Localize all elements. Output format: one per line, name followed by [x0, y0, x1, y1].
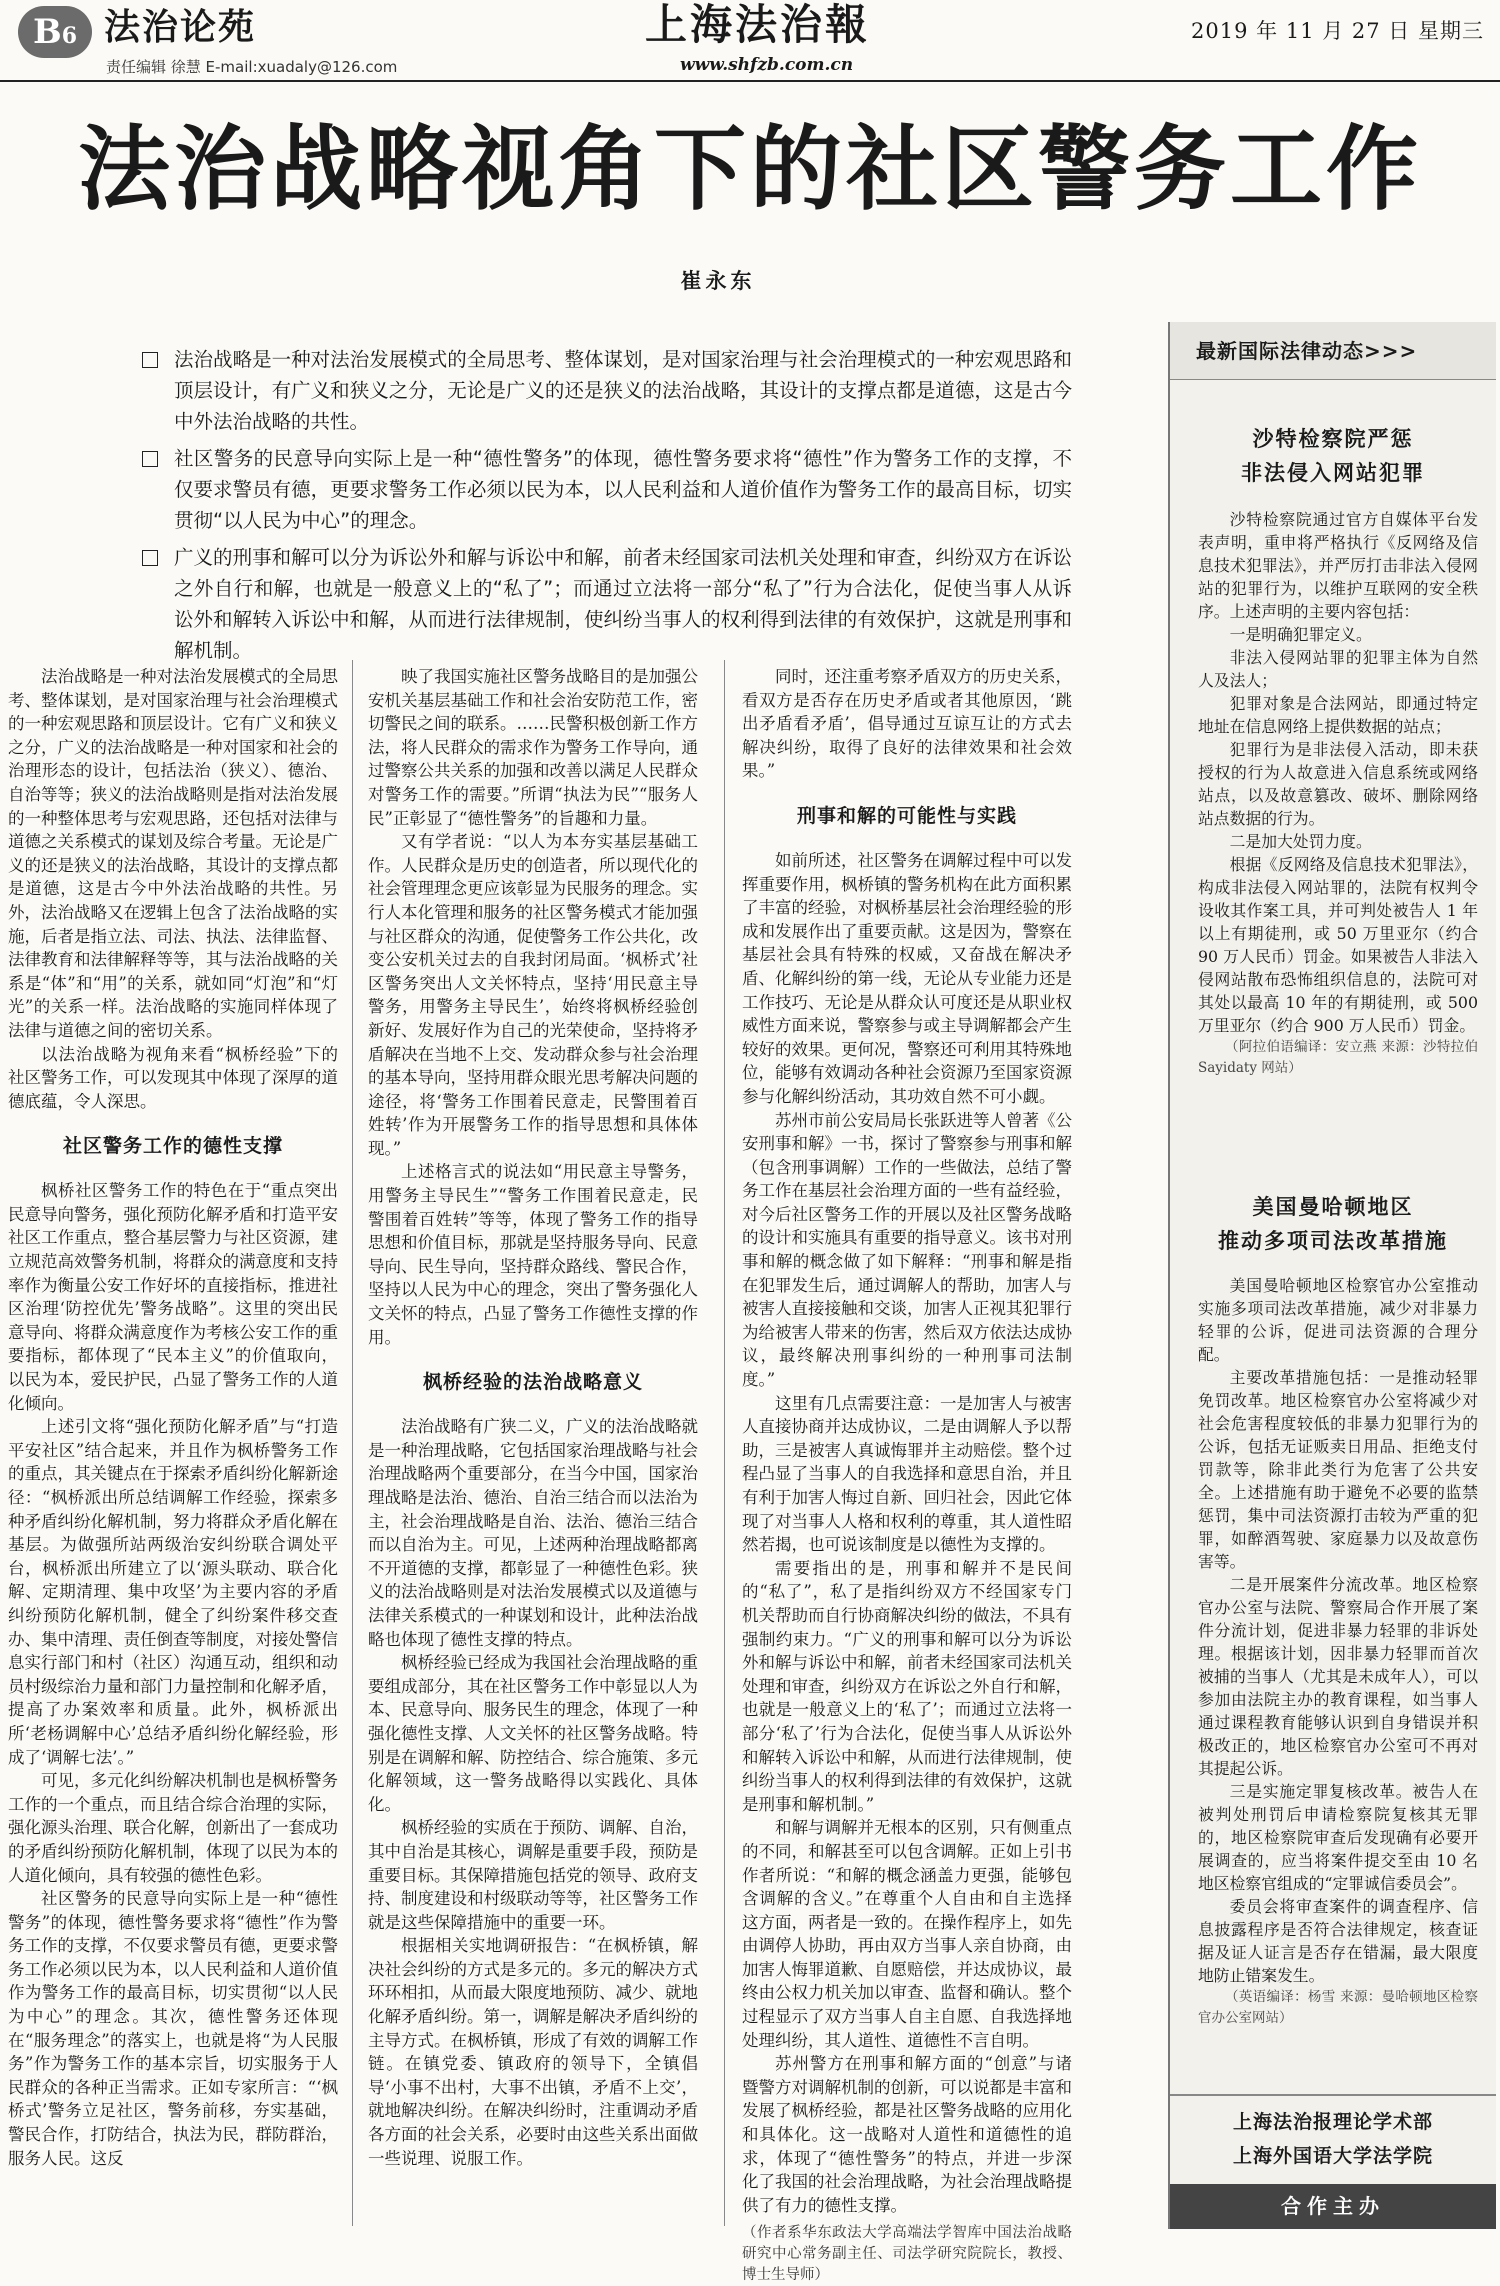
paragraph: 法治战略有广狭二义，广义的法治战略就是一种治理战略，它包括国家治理战略与社会治理战略两个重要部分，在当今中国，国家治理战略是法治、德治、自治三结合而以法治为主，社会治理战略是自治、法治、德治三结合而以自治为主。可见，上述两种治理战略都离不开道德的支撑，都彰显了一种德性色彩。狭义的法治战略则是对法治发展模式以及道德与法律关系模式的一种谋划和设计，此种法治战略也体现了德性支撑的特点。 [368, 1417, 698, 1649]
paragraph: 上述引文将“强化预防化解矛盾”与“打造平安社区”结合起来，并且作为枫桥警务工作的重点，其关键点在于探索矛盾纠纷化解新途径：“枫桥派出所总结调解工作经验，探索多种矛盾纠纷化解机制，努力将群众矛盾化解在基层。为做强所站两级治安纠纷联合调处平台，枫桥派出所建立了以‘源头联动、联合化解、定期清理、集中攻坚’为主要内容的矛盾纠纷预防化解机制，健全了纠纷案件移交查办、集中清理、责任倒查等制度，对接处警信息实行部门和村（社区）沟通互动，组织和动员村级综治力量和部门力量控制和化解矛盾，提高了办案效率和质量。此外，枫桥派出所‘老杨调解中心’总结矛盾纠纷化解经验，形成了‘调解七法’。” [8, 1417, 338, 1767]
paragraph: 枫桥经验的实质在于预防、调解、自治，其中自治是其核心，调解是重要手段，预防是重要目标。其保障措施包括党的领导、政府支持、制度建设和村级联动等等，社区警务工作就是这些保障措施中的重要一环。 [368, 1818, 698, 1932]
paragraph: 和解与调解并无根本的区别，只有侧重点的不同，和解甚至可以包含调解。正如上引书作者所说：“和解的概念涵盖力更强，能够包含调解的含义。”在尊重个人自由和自主选择这方面，两者是一致的。在操作程序上，如先由调停人协助，再由双方当事人亲自协商，由加害人悔罪道歉、自愿赔偿，并达成协议，最终由公权力机关加以审查、监督和确认。整个过程显示了双方当事人自主自愿、自我选择地处理纠纷，其人道性、道德性不言自明。 [742, 1818, 1072, 2050]
page-number: 6 [61, 23, 78, 49]
paragraph: 以法治战略为视角来看“枫桥经验”下的社区警务工作，可以发现其中体现了深厚的道德底蕴，令人深思。 [8, 1044, 338, 1111]
editor-line: 责任编辑 徐慧 E-mail:xuadaly@126.com [106, 58, 398, 76]
summary-text: 广义的刑事和解可以分为诉讼外和解与诉讼中和解，前者未经国家司法机关处理和审查，纠纷双方在诉讼之外自行和解，也就是一般意义上的“私了”；而通过立法将一部分“私了”行为合法化，促使当事人从诉讼外和解转入诉讼中和解，从而进行法律规制，使纠纷当事人的权利得到法律的有效保护，这就是刑事和解机制。 [174, 546, 1072, 662]
paragraph: 这里有几点需要注意：一是加害人与被害人直接协商并达成协议，二是由调解人予以帮助，三是被害人真诚悔罪并主动赔偿。整个过程凸显了当事人的自我选择和意思自治，并且有利于加害人悔过自新、回归社会，因此它体现了对当事人人格和权利的尊重，其人道性昭然若揭，也可说该制度是以德性为支撑的。 [742, 1393, 1072, 1555]
article-byline: 崔永东 [680, 269, 756, 293]
paragraph: 法治战略是一种对法治发展模式的全局思考、整体谋划，是对国家治理与社会治理模式的一种宏观思路和顶层设计。它有广义和狭义之分，广义的法治战略是一种对国家和社会的治理形态的设计，包括法治（狭义）、德治、自治等等；狭义的法治战略则是指对法治发展的一种整体思考与宏观思路，还包括对法律与道德之关系模式的谋划及综合考量。无论是广义的还是狭义的法治战略，其设计的支撑点都是道德，这是古今中外法治战略的共性。另外，法治战略又在逻辑上包含了法治战略的实施，后者是指立法、司法、执法、法律监督、法律教育和法律解释等等，其与法治战略的关系是“体”和“用”的关系，就如同“灯泡”和“灯光”的关系一样。法治战略的实施同样体现了法律与道德之间的密切关系。 [8, 667, 338, 1040]
story-title: 推动多项司法改革措施 [1218, 1229, 1448, 1253]
paragraph: 主要改革措施包括：一是推动轻罪免罚改革。地区检察官办公室将减少对社会危害程度较低的非暴力犯罪行为的公诉，包括无证贩卖日用品、拒绝支付罚款等，除非此类行为危害了公共安全。上述措施有助于避免不必要的监禁惩罚，集中司法资源打击较为严重的犯罪，如醉酒驾驶、家庭暴力以及故意伤害等。 [1198, 1368, 1478, 1571]
column-divider [352, 660, 353, 2226]
page-letter: B [32, 12, 62, 52]
paragraph: 沙特检察院通过官方自媒体平台发表声明，重申将严格执行《反网络及信息技术犯罪法》，并严厉打击非法入侵网站的犯罪行为，以维护互联网的安全秩序。上述声明的主要内容包括： [1198, 510, 1478, 621]
masthead-divider [0, 80, 1500, 82]
paragraph: 根据相关实地调研报告：“在枫桥镇，解决社会纠纷的方式是多元的。多元的解决方式环环相扣，从而最大限度地预防、减少、就地化解矛盾纠纷。第一，调解是解决矛盾纠纷的主导方式。在枫桥镇，形成了有效的调解工作链。在镇党委、镇政府的领导下，全镇倡导‘小事不出村，大事不出镇，矛盾不上交’，就地解决纠纷。在解决纠纷时，注重调动矛盾各方面的社会关系，必要时由这些关系出面做一些说理、说服工作。 [368, 1936, 698, 2168]
summary-text: 法治战略是一种对法治发展模式的全局思考、整体谋划，是对国家治理与社会治理模式的一种宏观思路和顶层设计，有广义和狭义之分，无论是广义的还是狭义的法治战略，其设计的支撑点都是道德，这是古今中外法治战略的共性。 [174, 348, 1072, 433]
paragraph: 又有学者说：“以人为本夯实基层基础工作。人民群众是历史的创造者，所以现代化的社会管理理念更应该彰显为民服务的理念。实行人本化管理和服务的社区警务模式才能加强与社区群众的沟通，促使警务工作公共化，改变公安机关过去的自我封闭局面。‘枫桥式’社区警务突出人文关怀特点，坚持‘用民意主导警务，用警务主导民生’，始终将枫桥经验创新好、发展好作为自己的光荣使命，坚持将矛盾解决在当地不上交、发动群众参与社会治理的基本导向，坚持用群众眼光思考解决问题的途径，将‘警务工作围着民意走，民警围着百姓转’作为开展警务工作的指导思想和具体体现。” [368, 832, 698, 1158]
checkbox-icon [142, 550, 158, 566]
paragraph: 苏州市前公安局局长张跃进等人曾著《公安刑事和解》一书，探讨了警察参与刑事和解（包含刑事调解）工作的一些做法，总结了警务工作在基层社会治理方面的一些有益经验，对今后社区警务工作的开展以及社区警务战略的设计和实施具有重要的指导意义。该书对刑事和解的概念做了如下解释：“刑事和解是指在犯罪发生后，通过调解人的帮助，加害人与被害人直接接触和交谈，加害人正视其犯罪行为给被害人带来的伤害，然后双方依法达成协议，最终解决刑事纠纷的一种刑事司法制度。” [742, 1110, 1072, 1390]
article-column-2 [368, 665, 698, 2225]
paragraph: 一是明确犯罪定义。 [1229, 625, 1372, 644]
page-badge [18, 6, 92, 58]
checkbox-icon [142, 352, 158, 368]
paragraph: 如前所述，社区警务在调解过程中可以发挥重要作用，枫桥镇的警务机构在此方面积累了丰富的经验，对枫桥基层社会治理经验的形成和发展作出了重要贡献。这是因为，警察在基层社会具有特殊的权威，又奋战在解决矛盾、化解纠纷的第一线，无论从专业能力还是工作技巧、无论是从群众认可度还是从职业权威性方面来说，警察参与或主导调解都会产生较好的效果。更何况，警察还可利用其特殊地位，能够有效调动各种社会资源乃至国家资源参与化解纠纷活动，其功效自然不可小觑。 [742, 850, 1072, 1106]
sidebar-divider [1170, 2094, 1496, 2096]
masthead [0, 0, 1500, 82]
section-heading: 社区警务工作的德性支撑 [62, 1135, 283, 1158]
paragraph: 上述格言式的说法如“用民意主导警务，用警务主导民生”“警务工作围着民意走，民警围着百姓转”等等，体现了警务工作的指导思想和价值目标，那就是坚持服务导向、民意导向、民生导向，坚持群众路线、警民合作，坚持以人民为中心的理念，突出了警务强化人文关怀的特点，凸显了警务工作德性支撑的作用。 [368, 1162, 698, 1347]
paragraph: 可见，多元化纠纷解决机制也是枫桥警务工作的一个重点，而且结合综合治理的实际，强化源头治理、联合化解，创新出了一套成功的矛盾纠纷预防化解机制，体现了以民为本的人道化倾向，具有较强的德性色彩。 [8, 1771, 338, 1885]
paragraph: 需要指出的是，刑事和解并不是民间的“私了”，私了是指纠纷双方不经国家专门机关帮助而自行协商解决纠纷的做法，不具有强制约束力。“广义的刑事和解可以分为诉讼外和解与诉讼中和解，前者未经国家司法机关处理和审查，纠纷双方在诉讼之外自行和解，也就是一般意义上的‘私了’；而通过立法将一部分‘私了’行为合法化，促使当事人从诉讼外和解转入诉讼中和解，从而进行法律规制，使纠纷当事人的权利得到法律的有效保护，这就是刑事和解机制。” [742, 1558, 1072, 1814]
summary-item [140, 344, 1072, 437]
issue-date: 2019 年 11 月 27 日 星期三 [1191, 19, 1484, 43]
paragraph: 社区警务的民意导向实际上是一种“德性警务”的体现，德性警务要求将“德性”作为警务工作的支撑，不仅要求警员有德，更要求警务工作必须以民为本，以人民利益和人道价值作为警务工作的最高目标，切实贯彻“以人民为中心”的理念。其次，德性警务还体现在“服务理念”的落实上，也就是将“为人民服务”作为警务工作的基本宗旨，切实服务于人民群众的各种正当需求。正如专家所言：“‘枫桥式’警务立足社区，警务前移，夯实基础，警民合作，打防结合，执法为民，群防群治，服务人民。这反 [8, 1889, 338, 2168]
organizer: 上海法治报理论学术部 [1232, 2111, 1433, 2133]
author-note: （作者系华东政法大学高端法学智库中国法治战略研究中心常务副主任、司法学研究院院长，教授、博士生导师） [742, 2225, 1072, 2284]
story-title: 非法侵入网站犯罪 [1241, 461, 1425, 485]
paragraph: 二是开展案件分流改革。地区检察官办公室与法院、警察局合作开展了案件分流计划，促进非暴力轻罪的非诉处理。根据该计划，因非暴力轻罪而首次被捕的当事人（尤其是未成年人），可以参加由法院主办的教育课程，如当事人通过课程教育能够认识到自身错误并积极改正的，地区检察官办公室可不再对其提起公诉。 [1198, 1575, 1478, 1778]
article-summary [140, 344, 1072, 662]
paragraph: 同时，还注重考察矛盾双方的历史关系，看双方是否存在历史矛盾或者其他原因，‘跳出矛盾看矛盾’，倡导通过互谅互让的方式去解决纠纷，取得了良好的法律效果和社会效果。” [742, 667, 1072, 781]
story-body [1198, 508, 1478, 1079]
sidebar-international-law [1168, 322, 1496, 2229]
column-name: 法治论苑 [104, 7, 257, 48]
summary-text: 社区警务的民意导向实际上是一种“德性警务”的体现，德性警务要求将“德性”作为警务工作的支撑，不仅要求警员有德，更要求警务工作必须以民为本，以人民利益和人道价值作为警务工作的最高目标，切实贯彻“以人民为中心”的理念。 [174, 447, 1072, 532]
paragraph: 委员会将审查案件的调查程序、信息披露程序是否符合法律规定，核查证据及证人证言是否存在错漏，最大限度地防止错案发生。 [1198, 1897, 1478, 1985]
story-title: 美国曼哈顿地区 [1252, 1195, 1414, 1219]
section-heading: 枫桥经验的法治战略意义 [422, 1371, 643, 1394]
article-column-3 [742, 665, 1072, 2284]
article-headline: 法治战略视角下的社区警务工作 [77, 116, 1422, 223]
paragraph: 二是加大处罚力度。 [1229, 832, 1372, 851]
source-note: （英语编译：杨雪 来源：曼哈顿地区检察官办公室网站） [1198, 1989, 1478, 2026]
summary-item [140, 542, 1072, 666]
story-title: 沙特检察院严惩 [1252, 427, 1414, 451]
column-divider [724, 660, 725, 2226]
paragraph: 根据《反网络及信息技术犯罪法》，构成非法侵入网站罪的，法院有权判令设收其作案工具，并可判处被告人 1 年以上有期徒刑，或 50 万里亚尔（约合 90 万人民币）罚金。如果被告人非法入侵网站散布恐怖组织信息的，法院可对其处以最高 10 年的有期徒刑，或 500 万里亚尔（约合 900 万人民币）罚金。 [1198, 855, 1478, 1035]
organizer: 上海外国语大学法学院 [1232, 2145, 1433, 2167]
checkbox-icon [142, 451, 158, 467]
paragraph: 三是实施定罪复核改革。被告人在被判处刑罚后申请检察院复核其无罪的，地区检察院审查后发现确有必要开展调查的，应当将案件提交至由 10 名地区检察官组成的“定罪诚信委员会”。 [1198, 1782, 1478, 1893]
paragraph: 苏州警方在刑事和解方面的“创意”与诸暨警方对调解机制的创新，可以说都是丰富和发展了枫桥经验，都是社区警务战略的应用化和具体化。这一战略对人道性和道德性的追求，体现了“德性警务”的特点，并进一步深化了我国的社会治理战略，为社会治理战略提供了有力的德性支撑。 [742, 2054, 1072, 2215]
sidebar-footer: 合作主办 [1170, 2184, 1496, 2229]
paragraph: 非法入侵网站罪的犯罪主体为自然人及法人； [1198, 648, 1478, 690]
summary-item [140, 443, 1072, 536]
sidebar-banner: 最新国际法律动态>>> [1170, 322, 1496, 380]
paragraph: 犯罪对象是合法网站，即通过特定地址在信息网络上提供数据的站点； [1198, 694, 1478, 736]
paper-url[interactable]: www.shfzb.com.cn [680, 55, 854, 75]
article-column-1 [8, 665, 338, 2225]
paper-name: 上海法治報 [645, 0, 871, 49]
paragraph: 美国曼哈顿地区检察官办公室推动实施多项司法改革措施，减少对非暴力轻罪的公诉，促进司法资源的合理分配。 [1198, 1276, 1478, 1364]
paragraph: 映了我国实施社区警务战略目的是加强公安机关基层基础工作和社会治安防范工作，密切警民之间的联系。……民警积极创新工作方法，将人民群众的需求作为警务工作导向，通过警察公共关系的加强和改善以满足人民群众对警务工作的需要。”所谓“执法为民”“服务人民”正彰显了“德性警务”的旨趣和力量。 [368, 667, 698, 828]
paragraph: 枫桥经验已经成为我国社会治理战略的重要组成部分，其在社区警务工作中彰显以人为本、民意导向、服务民生的理念，体现了一种强化德性支撑、人文关怀的社区警务战略。特别是在调解和解、防控结合、综合施策、多元化解领域，这一警务战略得以实践化、具体化。 [368, 1653, 698, 1814]
paragraph: 犯罪行为是非法侵入活动，即未获授权的行为人故意进入信息系统或网络站点，以及故意篡改、破坏、删除网络站点数据的行为。 [1198, 740, 1478, 828]
source-note: （阿拉伯语编译：安立燕 来源：沙特拉伯 Sayidaty 网站） [1198, 1039, 1478, 1076]
paragraph: 枫桥社区警务工作的特色在于“重点突出民意导向警务，强化预防化解矛盾和打造平安社区工作重点，整合基层警力与社区资源，建立规范高效警务机制，将群众的满意度和支持率作为衡量公安工作好坏的直接指标，推进社区治理‘防控优先’警务战略”。这里的突出民意导向、将群众满意度作为考核公安工作的重要指标，都体现了“民本主义”的价值取向，以民为本，爱民护民，凸显了警务工作的人道化倾向。 [8, 1181, 338, 1413]
section-heading: 刑事和解的可能性与实践 [796, 804, 1017, 827]
story-body [1198, 1274, 1478, 2029]
